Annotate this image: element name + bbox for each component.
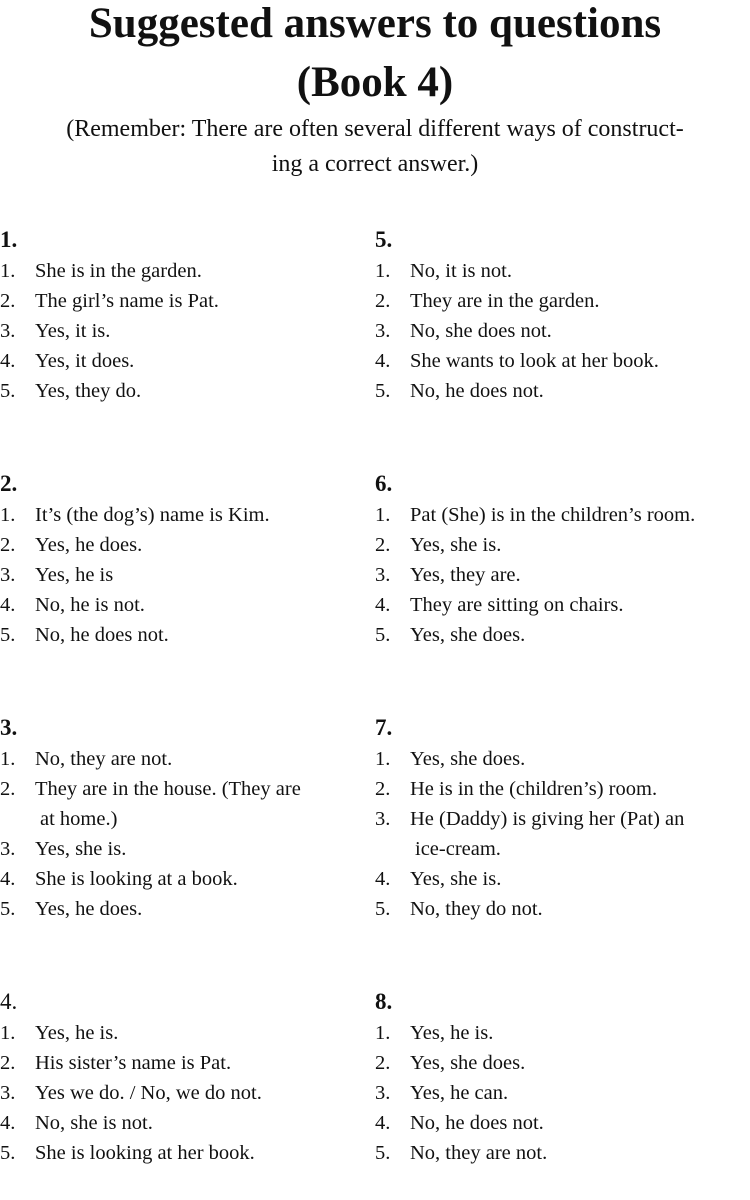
answer-text: Yes, they do. <box>35 380 142 402</box>
answer-item <box>375 1108 750 1138</box>
answer-item <box>375 864 750 894</box>
answer-text: Yes, he can. <box>410 1082 509 1104</box>
answer-text: Yes, it is. <box>35 320 111 342</box>
section-heading: 4. <box>0 989 18 1014</box>
answer-section <box>0 470 375 650</box>
remember-note-line-2: ing a correct answer.) <box>271 151 479 177</box>
answer-number: 4. <box>0 1112 16 1134</box>
answer-number: 1. <box>375 1022 391 1044</box>
answer-text: Yes, it does. <box>35 350 135 372</box>
answer-section <box>375 988 750 1168</box>
answer-item <box>0 834 375 864</box>
answer-number: 4. <box>0 868 16 890</box>
answer-number: 4. <box>0 594 16 616</box>
answer-text: Yes, she does. <box>410 624 526 646</box>
answer-item <box>375 286 750 316</box>
answer-item <box>0 500 375 530</box>
answer-text: Yes, he does. <box>35 898 143 920</box>
answer-item <box>375 560 750 590</box>
answer-item <box>0 376 375 406</box>
answer-number: 2. <box>0 778 16 800</box>
answer-text: Yes, she is. <box>410 868 502 890</box>
answer-item <box>375 804 750 864</box>
answer-number: 3. <box>375 1082 391 1104</box>
answer-number: 5. <box>375 624 391 646</box>
answer-text: His sister’s name is Pat. <box>35 1052 232 1074</box>
answer-number: 5. <box>0 1142 16 1164</box>
answer-item <box>375 1018 750 1048</box>
section-heading: 8. <box>375 989 393 1014</box>
answer-item <box>375 346 750 376</box>
answer-item <box>0 286 375 316</box>
answer-section <box>0 226 375 406</box>
answer-text: Pat (She) is in the children’s room. <box>410 504 696 526</box>
answer-text: Yes, she is. <box>35 838 127 860</box>
answer-list <box>375 256 750 406</box>
answer-number: 2. <box>0 534 16 556</box>
answer-item <box>375 530 750 560</box>
answer-text: They are sitting on chairs. <box>410 594 624 616</box>
section-heading: 6. <box>375 471 393 496</box>
section-heading: 1. <box>0 227 18 252</box>
answer-text: Yes, he is. <box>410 1022 494 1044</box>
answer-list <box>0 744 375 924</box>
answer-item <box>0 774 375 834</box>
answer-text: Yes, she does. <box>410 748 526 770</box>
answer-number: 4. <box>0 350 16 372</box>
answer-number: 5. <box>375 380 391 402</box>
answer-number: 1. <box>375 260 391 282</box>
answer-text: He (Daddy) is giving her (Pat) an <box>410 808 685 830</box>
page-subtitle: (Book 4) <box>296 59 454 106</box>
answer-text: No, he does not. <box>410 1112 544 1134</box>
answer-item <box>0 256 375 286</box>
answer-text: No, he does not. <box>35 624 169 646</box>
answer-item <box>0 744 375 774</box>
answer-item <box>0 1018 375 1048</box>
answer-item <box>0 560 375 590</box>
answer-section <box>375 226 750 406</box>
answer-list <box>375 1018 750 1168</box>
remember-note-line-1: (Remember: There are often several different ways of construct- <box>66 116 684 142</box>
answer-number: 5. <box>375 1142 391 1164</box>
section-heading: 5. <box>375 227 393 252</box>
answer-item <box>0 530 375 560</box>
answer-item <box>0 1048 375 1078</box>
answer-item <box>0 864 375 894</box>
answer-item <box>375 894 750 924</box>
answer-text: No, they are not. <box>410 1142 548 1164</box>
answer-text: Yes, he is <box>35 564 114 586</box>
answer-text: Yes, he is. <box>35 1022 119 1044</box>
answer-text: He is in the (children’s) room. <box>410 778 658 800</box>
answer-section <box>0 714 375 924</box>
answer-text-continued: ice-cream. <box>415 838 501 860</box>
answer-text: Yes, she does. <box>410 1052 526 1074</box>
answer-text: The girl’s name is Pat. <box>35 290 219 312</box>
answer-number: 2. <box>0 290 16 312</box>
answer-section <box>0 988 375 1168</box>
answer-number: 3. <box>375 564 391 586</box>
answer-number: 2. <box>375 534 391 556</box>
answer-item <box>0 346 375 376</box>
answer-text: No, they are not. <box>35 748 173 770</box>
answer-number: 3. <box>0 1082 16 1104</box>
answer-item <box>375 1138 750 1168</box>
answer-item <box>375 590 750 620</box>
answer-number: 4. <box>375 350 391 372</box>
answer-text: Yes, they are. <box>410 564 521 586</box>
answer-number: 1. <box>375 504 391 526</box>
answer-number: 1. <box>0 260 16 282</box>
answer-number: 1. <box>375 748 391 770</box>
answer-number: 3. <box>0 564 16 586</box>
answer-item <box>375 744 750 774</box>
answer-text: No, he is not. <box>35 594 145 616</box>
answer-number: 2. <box>0 1052 16 1074</box>
answer-number: 1. <box>0 1022 16 1044</box>
answer-text: No, he does not. <box>410 380 544 402</box>
answer-item <box>0 1078 375 1108</box>
answer-text: No, she is not. <box>35 1112 153 1134</box>
answer-number: 3. <box>375 320 391 342</box>
answer-number: 5. <box>0 624 16 646</box>
answer-number: 2. <box>375 290 391 312</box>
answer-number: 5. <box>0 380 16 402</box>
answer-text: Yes we do. / No, we do not. <box>35 1082 262 1104</box>
answer-text: They are in the garden. <box>410 290 600 312</box>
answer-item <box>375 1078 750 1108</box>
answer-item <box>375 256 750 286</box>
answer-list <box>0 256 375 406</box>
answer-number: 1. <box>0 748 16 770</box>
answer-item <box>0 1108 375 1138</box>
answer-text: No, it is not. <box>410 260 512 282</box>
answer-item <box>0 590 375 620</box>
answer-number: 3. <box>0 320 16 342</box>
answer-item <box>375 1048 750 1078</box>
section-heading: 2. <box>0 471 18 496</box>
answer-text: Yes, he does. <box>35 534 143 556</box>
answer-text: They are in the house. (They are <box>35 778 301 800</box>
answer-item <box>375 316 750 346</box>
answer-item <box>0 620 375 650</box>
answer-number: 4. <box>375 868 391 890</box>
answer-text: It’s (the dog’s) name is Kim. <box>35 504 270 526</box>
answer-item <box>375 774 750 804</box>
answer-list <box>375 744 750 924</box>
page-title: Suggested answers to questions <box>88 0 662 47</box>
answer-text: No, they do not. <box>410 898 543 920</box>
answer-number: 2. <box>375 1052 391 1074</box>
answer-item <box>375 620 750 650</box>
answer-number: 3. <box>375 808 391 830</box>
answer-list <box>0 500 375 650</box>
answer-section <box>375 714 750 924</box>
answer-number: 5. <box>375 898 391 920</box>
answer-text: She wants to look at her book. <box>410 350 659 372</box>
answer-number: 4. <box>375 594 391 616</box>
section-heading: 7. <box>375 715 393 740</box>
answer-text: Yes, she is. <box>410 534 502 556</box>
answer-number: 4. <box>375 1112 391 1134</box>
answer-text: She is looking at her book. <box>35 1142 255 1164</box>
answer-text: She is in the garden. <box>35 260 202 282</box>
answer-text-continued: at home.) <box>40 808 118 830</box>
answer-number: 3. <box>0 838 16 860</box>
answer-list <box>0 1018 375 1168</box>
answer-text: No, she does not. <box>410 320 552 342</box>
answer-item <box>0 894 375 924</box>
answer-item <box>0 316 375 346</box>
answer-item <box>0 1138 375 1168</box>
answer-section <box>375 470 750 650</box>
answer-list <box>375 500 750 650</box>
section-heading: 3. <box>0 715 18 740</box>
answer-text: She is looking at a book. <box>35 868 238 890</box>
answer-item <box>375 500 750 530</box>
answer-item <box>375 376 750 406</box>
answer-number: 1. <box>0 504 16 526</box>
answer-number: 2. <box>375 778 391 800</box>
answer-number: 5. <box>0 898 16 920</box>
